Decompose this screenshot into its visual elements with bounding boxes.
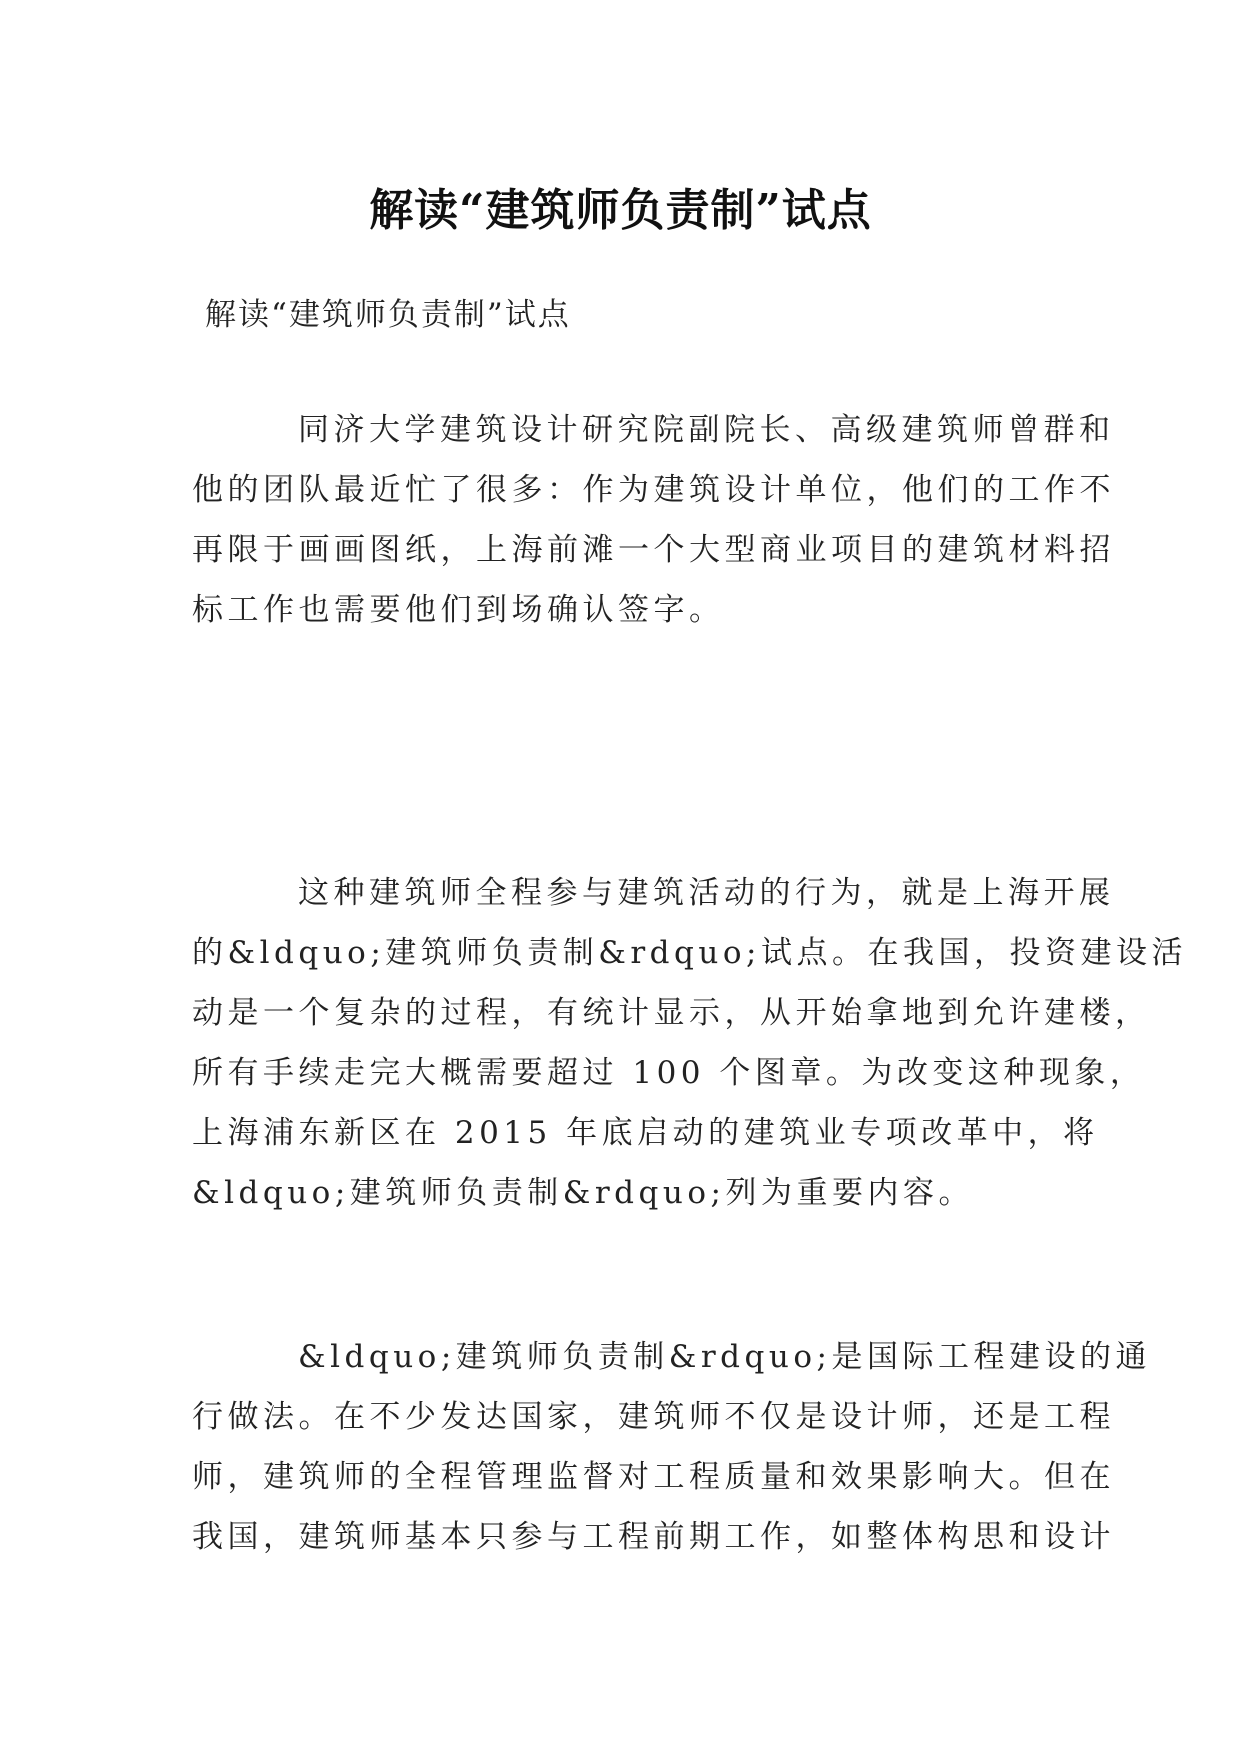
paragraph-line: 上海浦东新区在 2015 年底启动的建筑业专项改革中，将: [192, 1115, 1099, 1151]
paragraph-line: 动是一个复杂的过程，有统计显示，从开始拿地到允许建楼，: [192, 995, 1151, 1031]
paragraph-line: &ldquo;建筑师负责制&rdquo;列为重要内容。: [192, 1175, 974, 1211]
paragraph-line: 行做法。在不少发达国家，建筑师不仅是设计师，还是工程: [192, 1399, 1115, 1435]
paragraph-line: 标工作也需要他们到场确认签字。: [192, 592, 725, 628]
paragraph-line: 我国，建筑师基本只参与工程前期工作，如整体构思和设计: [192, 1519, 1115, 1555]
paragraph-line: 所有手续走完大概需要超过 100 个图章。为改变这种现象，: [192, 1055, 1146, 1091]
paragraph-1: [192, 400, 1115, 640]
paragraph-line: 同济大学建筑设计研究院副院长、高级建筑师曾群和: [298, 412, 1115, 448]
paragraph-line: 的&ldquo;建筑师负责制&rdquo;试点。在我国，投资建设活: [192, 935, 1187, 971]
paragraph-line: 他的团队最近忙了很多：作为建筑设计单位，他们的工作不: [192, 472, 1115, 508]
paragraph-line: 再限于画画图纸，上海前滩一个大型商业项目的建筑材料招: [192, 532, 1115, 568]
paragraph-line: &ldquo;建筑师负责制&rdquo;是国际工程建设的通: [298, 1339, 1151, 1375]
paragraph-line: 这种建筑师全程参与建筑活动的行为，就是上海开展: [298, 875, 1115, 911]
document-subtitle: 解读“建筑师负责制”试点: [205, 297, 571, 333]
paragraph-line: 师，建筑师的全程管理监督对工程质量和效果影响大。但在: [192, 1459, 1115, 1495]
document-title: 解读“建筑师负责制”试点: [369, 185, 872, 237]
paragraph-2: [192, 863, 1187, 1223]
paragraph-3: [192, 1327, 1151, 1567]
